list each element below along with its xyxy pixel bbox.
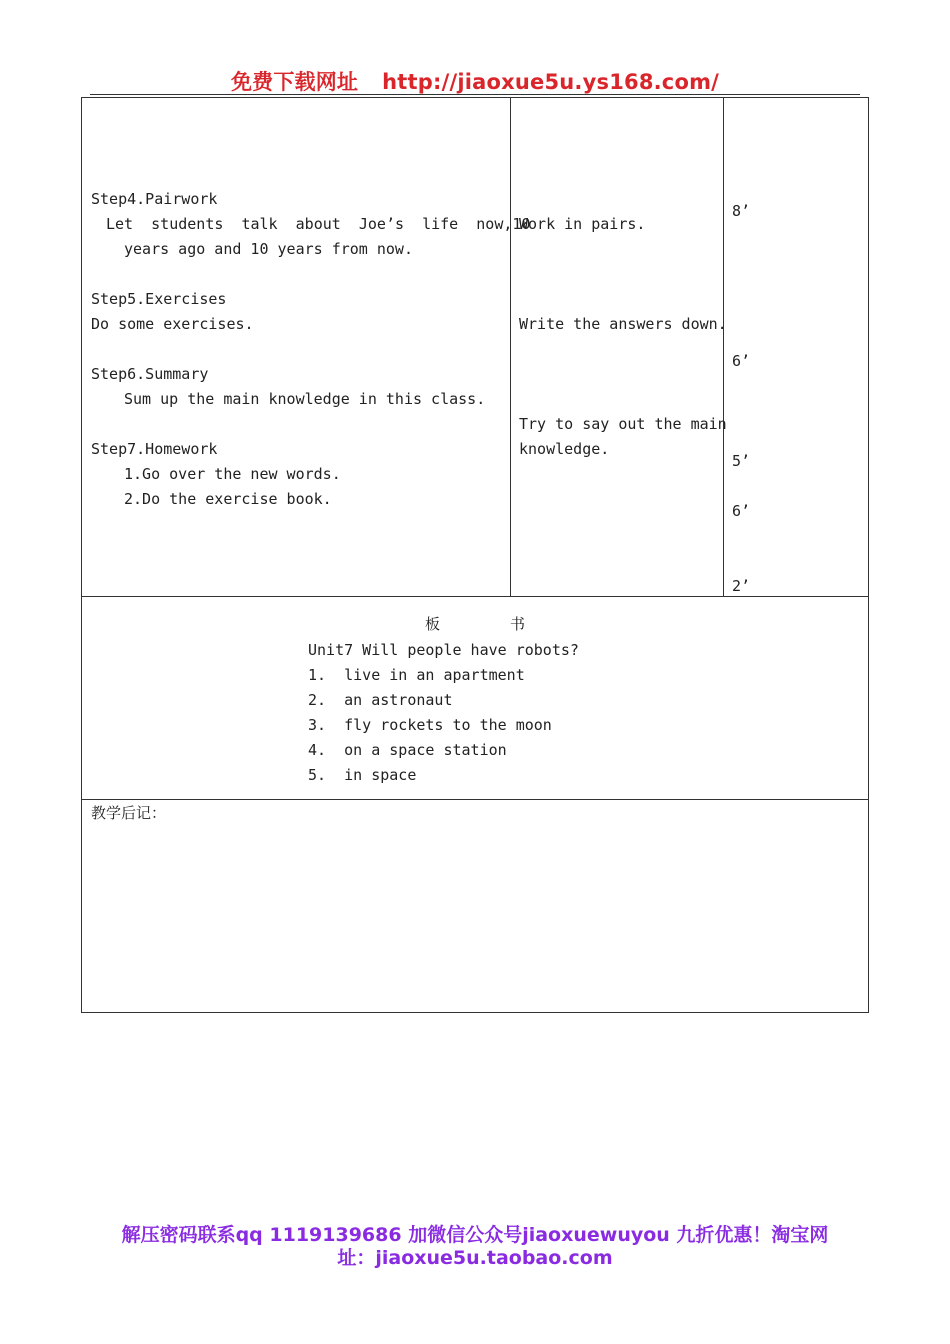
student-try-line-1: Try to say out the main [519,415,727,433]
student-pairs: Work in pairs. [519,215,646,233]
step4-title: Step4.Pairwork [91,190,218,208]
blackboard-unit: Unit7 Will people have robots? [308,641,579,659]
column-divider-1 [510,97,511,597]
step4-line-1: Let students talk about Joe’s life now,10 [106,215,531,233]
step5-title: Step5.Exercises [91,290,227,308]
blackboard-title-left: 板 [425,615,441,633]
blackboard-item: 5. in space [308,766,417,784]
footer-line-1: 解压密码联系qq 1119139686 加微信公众号jiaoxuewuyou 九折优惠！淘宝网 [121,1224,829,1246]
download-header [0,66,950,96]
header-url-link[interactable]: http://jiaoxue5u.ys168.com/ [382,70,720,94]
row-divider-1 [81,596,869,597]
header-label: 免费下载网址 [230,70,359,94]
step5-line-1: Do some exercises. [91,315,254,333]
blackboard-item: 2. an astronaut [308,691,453,709]
step6-title: Step6.Summary [91,365,209,383]
row-divider-2 [81,799,869,800]
time-extra: 2’ [732,577,751,595]
blackboard-item: 1. live in an apartment [308,666,525,684]
student-try-line-2: knowledge. [519,440,610,458]
blackboard-title-right: 书 [510,615,526,633]
blackboard-item: 4. on a space station [308,741,507,759]
column-divider-2 [723,97,724,597]
time-step6: 5’ [732,452,751,470]
time-step7: 6’ [732,502,751,520]
step7-item-2: 2.Do the exercise book. [124,490,332,508]
time-step4: 8’ [732,202,751,220]
teaching-notes-label: 教学后记： [91,804,167,822]
step4-line-2: years ago and 10 years from now. [124,240,413,258]
time-step5: 6’ [732,352,751,370]
step7-item-1: 1.Go over the new words. [124,465,341,483]
student-answers: Write the answers down. [519,315,727,333]
step6-line-1: Sum up the main knowledge in this class. [124,390,486,408]
blackboard-item: 3. fly rockets to the moon [308,716,552,734]
footer-line-2: 址：jiaoxue5u.taobao.com [337,1247,613,1269]
step7-title: Step7.Homework [91,440,218,458]
lesson-table [81,97,869,1013]
header-divider [90,94,860,95]
